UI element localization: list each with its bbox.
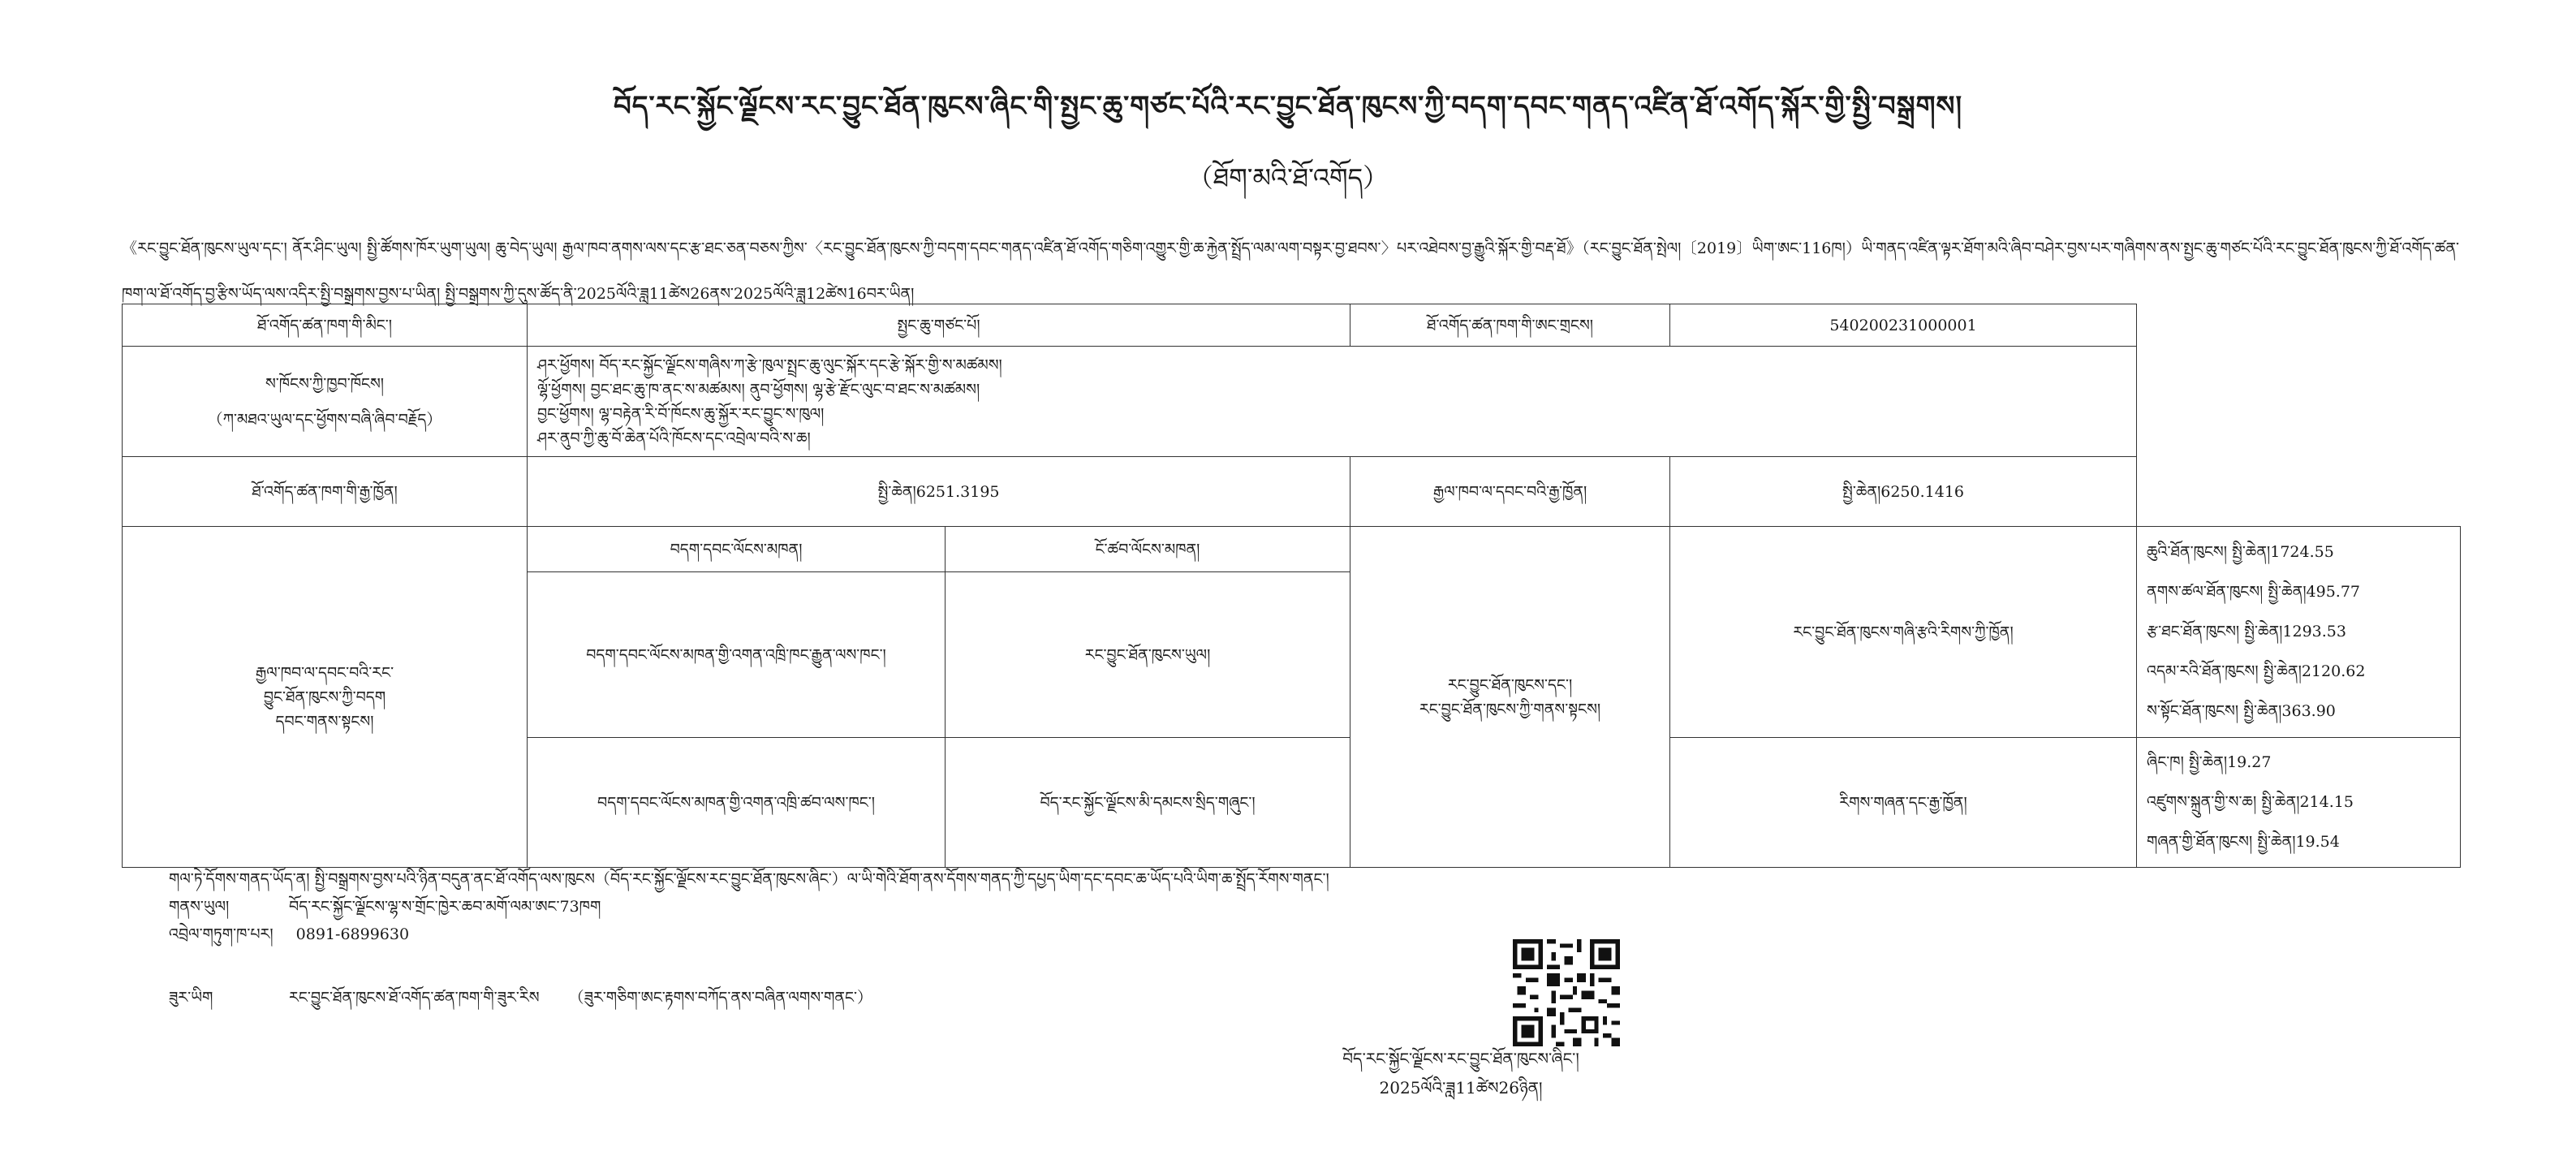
type-item: འདམ་རའི་ཐོན་ཁུངས། སྤྱི་ཆེན།2120.62 (2147, 662, 2366, 680)
type-item: ཆུའི་ཐོན་ཁུངས། སྤྱི་ཆེན།1724.55 (2147, 543, 2334, 561)
owner-row2: བདག་དབང་ལོངས་མཁན་གྱི་འགན་འཁྲི་ཚབ་ལས་ཁང་། (528, 738, 946, 868)
boundary-label-main: ས་ཁོངས་ཀྱི་ཁྱབ་ཁོངས། (265, 374, 385, 393)
type-item: ནགས་ཚལ་ཐོན་ཁུངས། སྤྱི་ཆེན།495.77 (2147, 583, 2361, 601)
area-label: ཐོ་འགོད་ཚན་ཁག་གི་རྒྱ་ཁྱོན། (123, 457, 528, 527)
phone-line (169, 921, 409, 948)
issue-date: 2025ལོའི་ཟླ11ཚེས26ཉིན། (1379, 1078, 1543, 1098)
state-area-value: སྤྱི་ཆེན།6250.1416 (1670, 457, 2137, 527)
type-item: རྩ་ཐང་ཐོན་ཁུངས། སྤྱི་ཆེན།1293.53 (2147, 623, 2346, 640)
unit-name-label: ཐོ་འགོད་ཚན་ཁག་གི་མིང་། (123, 304, 528, 347)
resources-label (1350, 527, 1670, 868)
unit-number-value: 540200231000001 (1670, 304, 2137, 347)
other-values (2137, 738, 2461, 868)
address-label: གནས་ཡུལ། (169, 898, 230, 916)
resources-label-line: རང་བྱུང་ཐོན་ཁུངས་དང་། (1447, 675, 1573, 694)
attachment-note: （ཟུར་གཅིག་ཨང་རྟགས་བཀོད་ནས་བཞིན་ལགས་གནང་） (568, 989, 873, 1007)
ownership-label (123, 527, 528, 868)
state-area-label: རྒྱལ་ཁབ་ལ་དབང་བའི་རྒྱ་ཁྱོན། (1350, 457, 1670, 527)
boundary-line: བྱང་ཕྱོགས། ལྷ་བརྟེན་རི་བོ་ཁོངས་ཆུ་སྐྱོར་རང་བྱུང་ས་ཁུལ། (537, 404, 825, 423)
table-row (123, 304, 2461, 347)
other-item: འཛུགས་སྐྲུན་གྱི་ས་ཆ། སྤྱི་ཆེན།214.15 (2147, 793, 2354, 811)
issuer-name: བོད་རང་སྐྱོང་ལྗོངས་རང་བྱུང་ཐོན་ཁུངས་ཞིང་། (1342, 1049, 1579, 1068)
other-label: རིགས་གཞན་དང་རྒྱ་ཁྱོན། (1670, 738, 2137, 868)
phone-value: 0891-6899630 (295, 925, 410, 943)
table-row (123, 457, 2461, 527)
ownership-label-line: དབང་གནས་སྟངས། (275, 712, 374, 731)
table-row (123, 347, 2461, 457)
qr-code-icon[interactable] (1513, 939, 1620, 1046)
ownership-label-line: རྒྱལ་ཁབ་ལ་དབང་བའི་རང་ (255, 663, 394, 682)
area-value: སྤྱི་ཆེན།6251.3195 (528, 457, 1350, 527)
boundary-label (123, 347, 528, 457)
document-title: བོད་རང་སྐྱོང་ལྗོངས་རང་བྱུང་ཐོན་ཁུངས་ཞིང་གི་སྤྱང་ཆུ་གཙང་པོའི་རང་བྱུང་ཐོན་ཁུངས་ཀྱི་བདག་དབང་གནད་འཛིན་ཐོ་འགོད་སྐོར་གྱི་སྤྱི་བསྒྲགས། (613, 90, 1963, 123)
registration-table (122, 304, 2461, 868)
objection-note: གལ་ཏེ་དོགས་གནད་ཡོད་ན། སྤྱི་བསྒྲགས་བྱས་པའི་ཉིན་བདུན་ནང་ཐོ་འགོད་ལས་ཁུངས（བོད་རང་སྐྱོང་ལྗོངས་རང་བྱུང་ཐོན་ཁུངས་ཞིང་）ལ་ཡི་གེའི་ཐོག་ནས་དོགས་གནད་ཀྱི་དཔྱད་ཡིག་དང་དབང་ཆ་ཡོད་པའི་ཡིག་ཆ་སྤྲོད་རོགས་གནང་། (169, 870, 1329, 888)
phone-label: འབྲེལ་གཏུག་ཁ་པར། (169, 925, 274, 943)
owner-row1: བདག་དབང་ལོངས་མཁན་གྱི་འགན་འཁྲི་ཁང་རྒྱུན་ལས་ཁང་། (528, 572, 946, 738)
type-item: ས་སྟོང་ཐོན་ཁུངས། སྤྱི་ཆེན།363.90 (2147, 702, 2336, 720)
address-line (169, 893, 601, 921)
boundary-line: ཤར་ནུབ་ཀྱི་ཆུ་བོ་ཆེན་པོའི་ཁོངས་དང་འབྲེལ་བའི་ས་ཆ། (537, 429, 811, 447)
resources-label-line: རང་བྱུང་ཐོན་ཁུངས་ཀྱི་གནས་སྟངས། (1419, 700, 1601, 718)
attachment-value[interactable]: རང་བྱུང་ཐོན་ཁུངས་ཐོ་འགོད་ཚན་ཁག་གི་ཟུར་རིས (289, 989, 540, 1007)
table-row (123, 527, 2461, 572)
types-label: རང་བྱུང་ཐོན་ཁུངས་གཞི་རྩའི་རིགས་ཀྱི་ཁྱོན། (1670, 527, 2137, 738)
boundary-line: ལྷོ་ཕྱོགས། བྱང་ཐང་ཆུ་ཁ་ནང་ས་མཚམས། ནུབ་ཕྱོགས། ལྷ་རྩེ་རྫོང་ལུང་བ་ཐང་ས་མཚམས། (537, 380, 980, 399)
unit-name-value: སྤྱང་ཆུ་གཙང་པོ། (528, 304, 1350, 347)
boundary-description (528, 347, 2137, 457)
boundary-line: ཤར་ཕྱོགས། བོད་རང་སྐྱོང་ལྗོངས་གཞིས་ཀ་རྩེ་ཁུལ་སྤྲང་ཆུ་ལུང་སྐོར་དང་རྩེ་སྐོར་གྱི་ས་མཚམས། (537, 356, 1002, 374)
owner-header: བདག་དབང་ལོངས་མཁན། (528, 527, 946, 572)
owner-row2-value: བོད་རང་སྐྱོང་ལྗོངས་མི་དམངས་སྲིད་གཞུང་། (946, 738, 1350, 868)
types-values (2137, 527, 2461, 738)
unit-number-label: ཐོ་འགོད་ཚན་ཁག་གི་ཨང་གྲངས། (1350, 304, 1670, 347)
attachment-label: ཟུར་ཡིག (169, 989, 213, 1007)
representative-header: ངོ་ཚབ་ལོངས་མཁན། (946, 527, 1350, 572)
address-value: བོད་རང་སྐྱོང་ལྗོངས་ལྷ་ས་གྲོང་ཁྱེར་ཆབ་མགོ་ལམ་ཨང་73ཁག (289, 898, 601, 916)
ownership-label-line: བྱུང་ཐོན་ཁུངས་ཀྱི་བདག (263, 688, 386, 706)
other-item: གཞན་གྱི་ཐོན་ཁུངས། སྤྱི་ཆེན།19.54 (2147, 833, 2340, 851)
document-subtitle: （ཐོག་མའི་ཐོ་འགོད） (1187, 162, 1389, 193)
other-item: ཞིང་ཁ། སྤྱི་ཆེན།19.27 (2147, 753, 2272, 771)
intro-paragraph: 《རང་བྱུང་ཐོན་ཁུངས་ཡུལ་དང་། ནོར་ཤིང་ཡུལ། སྤྱི་ཚོགས་ཁོར་ཡུག་ཡུལ། ཆུ་བེད་ཡུལ། རྒྱལ་ཁབ་ནགས་ལས་དང་རྩ་ཐང་ཅན་བཅས་ཀྱིས་〈རང་བྱུང་ཐོན་ཁུངས་ཀྱི་བདག་དབང་གནད་འཛིན་ཐོ་འགོད་གཅིག་འགྱུར་གྱི་ཆ་རྐྱེན་སྤྲོད་ལམ་ལག་བསྟར་བྱ་ཐབས་〉པར་འཐེབས་བྱ་རྒྱུའི་སྐོར་གྱི་བརྡ་ཐོ》（རང་བྱུང་ཐོན་སྤེལ།〔2019〕ཡིག་ཨང་116ཁ།）ཡི་གནད་འཛིན་ལྟར་ཐོག་མའི་ཞིབ་བཤེར་བྱས་པར་གཞིགས་ནས་སྤྱང་ཆུ་གཙང་པོའི་རང་བྱུང་ཐོན་ཁུངས་ཀྱི་ཐོ་འགོད་ཚན་ཁག་ལ་ཐོ་འགོད་བྱ་རྩིས་ཡོད་ལས་འདིར་སྤྱི་བསྒྲགས་བྱས་པ་ཡིན། སྤྱི་བསྒྲགས་ཀྱི་དུས་ཚོད་ནི་2025ལོའི་ཟླ11ཚེས26ནས་2025ལོའི་ཟླ12ཚེས16བར་ཡིན། (122, 239, 2459, 303)
attachment-line (169, 984, 872, 1011)
owner-row1-value: རང་བྱུང་ཐོན་ཁུངས་ཡུལ། (946, 572, 1350, 738)
boundary-label-sub: （ཀ་མཐའ་ཡུལ་དང་ཕྱོགས་བཞི་ཞིབ་བརྗོད） (207, 410, 442, 429)
